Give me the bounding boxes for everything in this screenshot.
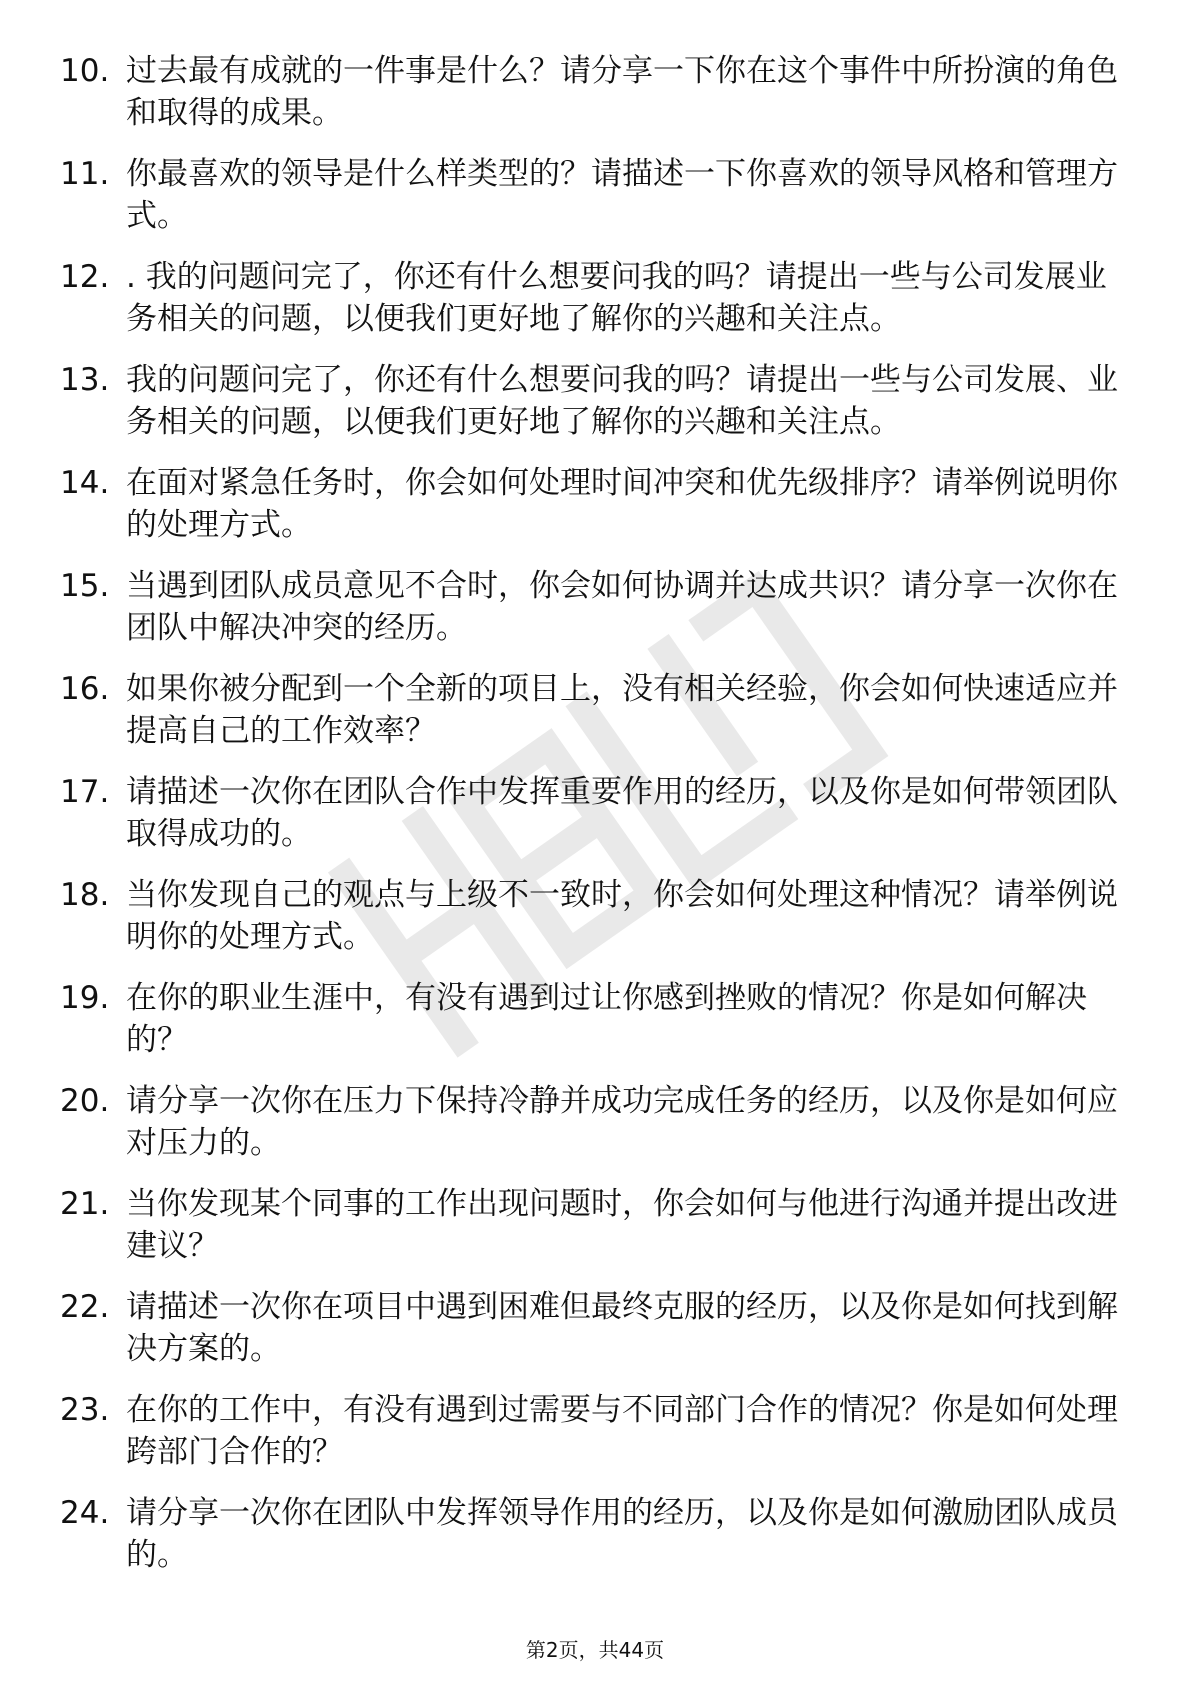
question-list [60,50,1130,1595]
question-number: 22. [60,1289,110,1325]
question-text: 在你的职业生涯中，有没有遇到过让你感到挫败的情况？你是如何解决的？ [126,980,1087,1058]
list-item [60,668,1130,752]
list-item [60,1389,1130,1473]
question-text: 当你发现某个同事的工作出现问题时，你会如何与他进行沟通并提出改进建议？ [126,1186,1118,1264]
list-item [60,153,1130,237]
question-number: 14. [60,465,110,501]
question-number: 16. [60,671,110,707]
question-text: 请描述一次你在项目中遇到困难但最终克服的经历，以及你是如何找到解决方案的。 [126,1289,1118,1367]
question-number: 13. [60,362,110,398]
question-text: 在你的工作中，有没有遇到过需要与不同部门合作的情况？你是如何处理跨部门合作的？ [126,1392,1118,1470]
question-text: . 我的问题问完了，你还有什么想要问我的吗？请提出一些与公司发展业务相关的问题，以便我们更好地了解你的兴趣和关注点。 [126,259,1107,337]
list-item [60,1080,1130,1164]
question-text: 请分享一次你在压力下保持冷静并成功完成任务的经历，以及你是如何应对压力的。 [126,1083,1118,1161]
list-item [60,1183,1130,1267]
question-number: 24. [60,1495,110,1531]
list-item [60,565,1130,649]
question-number: 18. [60,877,110,913]
question-text: 我的问题问完了，你还有什么想要问我的吗？请提出一些与公司发展、业务相关的问题，以便我们更好地了解你的兴趣和关注点。 [126,362,1118,440]
question-text: 当你发现自己的观点与上级不一致时，你会如何处理这种情况？请举例说明你的处理方式。 [126,877,1118,955]
question-text: 当遇到团队成员意见不合时，你会如何协调并达成共识？请分享一次你在团队中解决冲突的经历。 [126,568,1118,646]
list-item [60,1286,1130,1370]
question-text: 请描述一次你在团队合作中发挥重要作用的经历，以及你是如何带领团队取得成功的。 [126,774,1118,852]
list-item [60,462,1130,546]
question-text: 如果你被分配到一个全新的项目上，没有相关经验，你会如何快速适应并提高自己的工作效率？ [126,671,1118,749]
list-item [60,1492,1130,1576]
question-text: 在面对紧急任务时，你会如何处理时间冲突和优先级排序？请举例说明你的处理方式。 [126,465,1118,543]
question-number: 11. [60,156,110,192]
question-text: 过去最有成就的一件事是什么？请分享一下你在这个事件中所扮演的角色和取得的成果。 [126,53,1118,131]
question-number: 21. [60,1186,110,1222]
list-item [60,256,1130,340]
question-number: 23. [60,1392,110,1428]
question-number: 19. [60,980,110,1016]
list-item [60,977,1130,1061]
question-number: 15. [60,568,110,604]
list-item [60,359,1130,443]
list-item [60,771,1130,855]
page-number-label: 第2页，共44页 [525,1638,665,1662]
question-text: 你最喜欢的领导是什么样类型的？请描述一下你喜欢的领导风格和管理方式。 [126,156,1118,234]
question-text: 请分享一次你在团队中发挥领导作用的经历，以及你是如何激励团队成员的。 [126,1495,1118,1573]
question-number: 20. [60,1083,110,1119]
page-footer [0,1634,1190,1663]
list-item [60,874,1130,958]
list-item [60,50,1130,134]
question-number: 17. [60,774,110,810]
question-number: 12. [60,259,110,295]
question-number: 10. [60,53,110,89]
